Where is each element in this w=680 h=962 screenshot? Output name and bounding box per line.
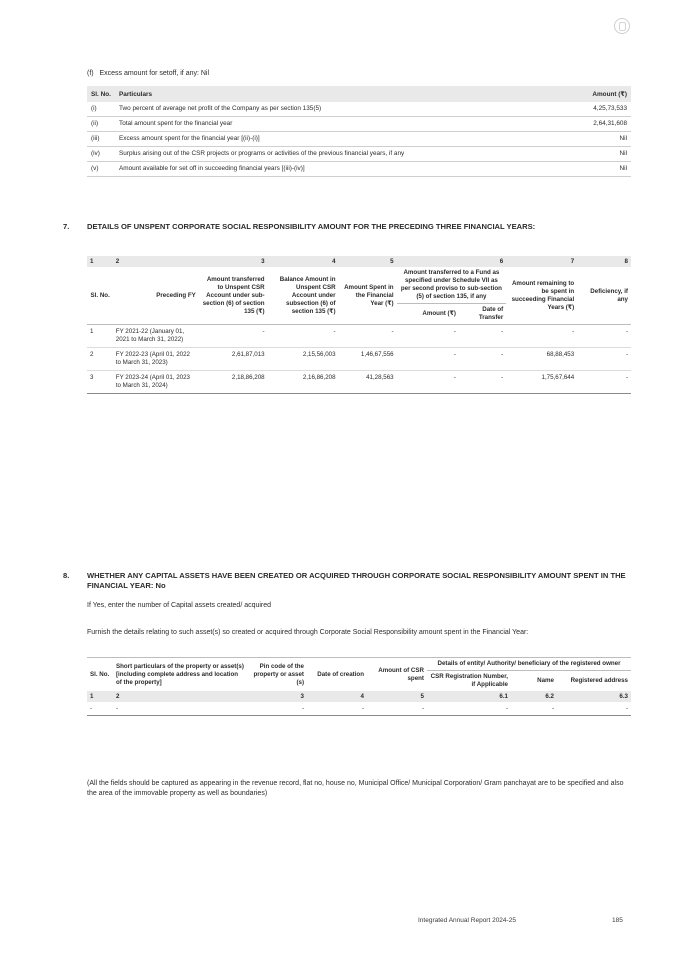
col-header-fund-date: Date of Transfer bbox=[459, 304, 506, 325]
item-text: Excess amount for setoff, if any: Nil bbox=[99, 70, 210, 77]
cell-fy: FY 2023-24 (April 01, 2023 to March 31, 2024) bbox=[113, 371, 199, 394]
col-header-amount: Amount of CSR spent bbox=[367, 658, 427, 692]
cell-particulars: Amount available for set off in succeeding financial years [(iii)-(iv)] bbox=[115, 162, 543, 177]
cell-amount: Nil bbox=[543, 132, 631, 147]
cell-remaining: 68,88,453 bbox=[506, 348, 577, 371]
cell-fy: FY 2021-22 (January 01, 2021 to March 31, 2022) bbox=[113, 325, 199, 348]
cell-sl: (v) bbox=[87, 162, 115, 177]
index-cell: 6.1 bbox=[427, 691, 511, 702]
col-header-date: Date of creation bbox=[307, 658, 367, 692]
cell-fund-date: - bbox=[459, 325, 506, 348]
table-row bbox=[87, 348, 631, 371]
unspent-csr-table bbox=[87, 256, 631, 394]
col-header-sl: Sl. No. bbox=[87, 658, 113, 692]
index-cell: 4 bbox=[268, 256, 339, 267]
cell-balance: 2,16,86,208 bbox=[268, 371, 339, 394]
cell: - bbox=[511, 702, 557, 716]
capital-assets-table bbox=[87, 657, 631, 716]
capital-assets-count-line: If Yes, enter the number of Capital assets created/ acquired bbox=[87, 602, 272, 609]
col-header-fund-amount: Amount (₹) bbox=[397, 304, 459, 325]
cell-balance: - bbox=[268, 325, 339, 348]
cell-sl: 3 bbox=[87, 371, 113, 394]
cell: - bbox=[87, 702, 113, 716]
cell-particulars: Excess amount spent for the financial year [(ii)-(i)] bbox=[115, 132, 543, 147]
col-header-transferred: Amount transferred to Unspent CSR Account under sub-section (6) of section 135 (₹) bbox=[199, 267, 268, 325]
cell-sl: (iii) bbox=[87, 132, 115, 147]
cell-amount: 2,64,31,608 bbox=[543, 117, 631, 132]
col-header-deficiency: Deficiency, if any bbox=[577, 267, 631, 325]
cell-sl: (iv) bbox=[87, 147, 115, 162]
section-number: 8. bbox=[63, 571, 70, 580]
index-cell: 3 bbox=[199, 256, 268, 267]
index-cell: 2 bbox=[113, 256, 199, 267]
cell-particulars: Total amount spent for the financial year bbox=[115, 117, 543, 132]
cell: - bbox=[367, 702, 427, 716]
section-number: 7. bbox=[63, 222, 70, 231]
footer-report-title: Integrated Annual Report 2024-25 bbox=[418, 917, 516, 924]
cell-remaining: - bbox=[506, 325, 577, 348]
cell-amount: 4,25,73,533 bbox=[543, 102, 631, 117]
cell-fund-amount: - bbox=[397, 325, 459, 348]
col-header-balance: Balance Amount in Unspent CSR Account under subsection (6) of section 135 (₹) bbox=[268, 267, 339, 325]
table-row bbox=[87, 102, 631, 117]
cell-sl: 2 bbox=[87, 348, 113, 371]
revenue-record-note: (All the fields should be captured as appearing in the revenue record, flat no, house no, Municipal Office/ Municipal Corporation/ Gram panchayat are to be specified and also the area of the immovable property as well as boundaries) bbox=[87, 780, 624, 797]
cell-deficiency: - bbox=[577, 325, 631, 348]
cell-spent: 41,28,563 bbox=[339, 371, 397, 394]
cell-particulars: Surplus arising out of the CSR projects or programs or activities of the previous financial years, if any bbox=[115, 147, 543, 162]
cell-balance: 2,15,56,003 bbox=[268, 348, 339, 371]
index-cell: 7 bbox=[506, 256, 577, 267]
cell-fund-amount: - bbox=[397, 371, 459, 394]
page-number: 185 bbox=[612, 917, 623, 924]
cell-spent: - bbox=[339, 325, 397, 348]
col-header-amount: Amount (₹) bbox=[543, 86, 631, 102]
index-cell: 5 bbox=[339, 256, 397, 267]
cell: - bbox=[113, 702, 247, 716]
cell-sl: 1 bbox=[87, 325, 113, 348]
table-row bbox=[87, 325, 631, 348]
table-row bbox=[87, 117, 631, 132]
col-header-sl: Sl. No. bbox=[87, 267, 113, 325]
col-header-entity-group: Details of entity/ Authority/ beneficiary of the registered owner bbox=[427, 658, 631, 671]
cell-transferred: 2,18,86,208 bbox=[199, 371, 268, 394]
cell-remaining: 1,75,67,644 bbox=[506, 371, 577, 394]
index-cell: 8 bbox=[577, 256, 631, 267]
table-row bbox=[87, 132, 631, 147]
index-cell: 5 bbox=[367, 691, 427, 702]
item-label: (f) bbox=[87, 70, 94, 77]
col-header-spent: Amount Spent in the Financial Year (₹) bbox=[339, 267, 397, 325]
index-cell: 6 bbox=[397, 256, 507, 267]
cell-particulars: Two percent of average net profit of the Company as per section 135(5) bbox=[115, 102, 543, 117]
col-header-pincode: Pin code of the property or asset (s) bbox=[247, 658, 307, 692]
section-title: WHETHER ANY CAPITAL ASSETS HAVE BEEN CREATED OR ACQUIRED THROUGH CORPORATE SOCIAL RESPONSIBILITY AMOUNT SPENT IN THE FINANCIAL YEAR: No bbox=[87, 571, 626, 590]
col-header-remaining: Amount remaining to be spent in succeeding Financial Years (₹) bbox=[506, 267, 577, 325]
excess-amount-line bbox=[87, 70, 209, 77]
cell-deficiency: - bbox=[577, 371, 631, 394]
col-header-particulars: Particulars bbox=[115, 86, 543, 102]
index-cell: 6.2 bbox=[511, 691, 557, 702]
column-index-row bbox=[87, 691, 631, 702]
col-header-particulars: Short particulars of the property or asset(s) [including complete address and location of the property] bbox=[113, 658, 247, 692]
cell-fund-date: - bbox=[459, 371, 506, 394]
cell: - bbox=[427, 702, 511, 716]
cell: - bbox=[557, 702, 631, 716]
cell-amount: Nil bbox=[543, 147, 631, 162]
index-cell: 4 bbox=[307, 691, 367, 702]
cell-fy: FY 2022-23 (April 01, 2022 to March 31, 2023) bbox=[113, 348, 199, 371]
cell-transferred: 2,61,87,013 bbox=[199, 348, 268, 371]
cell-spent: 1,46,67,556 bbox=[339, 348, 397, 371]
cell-amount: Nil bbox=[543, 162, 631, 177]
table-row bbox=[87, 702, 631, 716]
cell: - bbox=[307, 702, 367, 716]
cell-deficiency: - bbox=[577, 348, 631, 371]
index-cell: 2 bbox=[113, 691, 247, 702]
cell: - bbox=[247, 702, 307, 716]
cell-transferred: - bbox=[199, 325, 268, 348]
section-title: DETAILS OF UNSPENT CORPORATE SOCIAL RESPONSIBILITY AMOUNT FOR THE PRECEDING THREE FINANCIAL YEARS: bbox=[87, 222, 536, 231]
index-cell: 1 bbox=[87, 691, 113, 702]
col-header-fund-group: Amount transferred to a Fund as specified under Schedule VII as per second proviso to sub-section (5) of section 135, if any bbox=[397, 267, 507, 304]
table-row bbox=[87, 371, 631, 394]
col-header-name: Name bbox=[537, 677, 554, 684]
col-header-sl: Sl. No. bbox=[87, 86, 115, 102]
col-header-fy: Preceding FY bbox=[113, 267, 199, 325]
col-header-csr-registration: CSR Registration Number, if Applicable bbox=[430, 673, 508, 688]
table-row bbox=[87, 162, 631, 177]
cell-fund-date: - bbox=[459, 348, 506, 371]
table-row bbox=[87, 147, 631, 162]
capital-assets-details-line: Furnish the details relating to such asset(s) so created or acquired through Corporate Social Responsibility amount spent in the Financial Year: bbox=[87, 629, 529, 636]
cell-sl: (ii) bbox=[87, 117, 115, 132]
index-cell: 1 bbox=[87, 256, 113, 267]
setoff-table bbox=[87, 86, 631, 177]
column-index-row bbox=[87, 256, 631, 267]
index-cell: 3 bbox=[247, 691, 307, 702]
cell-fund-amount: - bbox=[397, 348, 459, 371]
index-cell: 6.3 bbox=[557, 691, 631, 702]
col-header-registered-address: Registered address bbox=[570, 677, 628, 684]
cell-sl: (i) bbox=[87, 102, 115, 117]
company-logo-icon bbox=[614, 18, 630, 34]
